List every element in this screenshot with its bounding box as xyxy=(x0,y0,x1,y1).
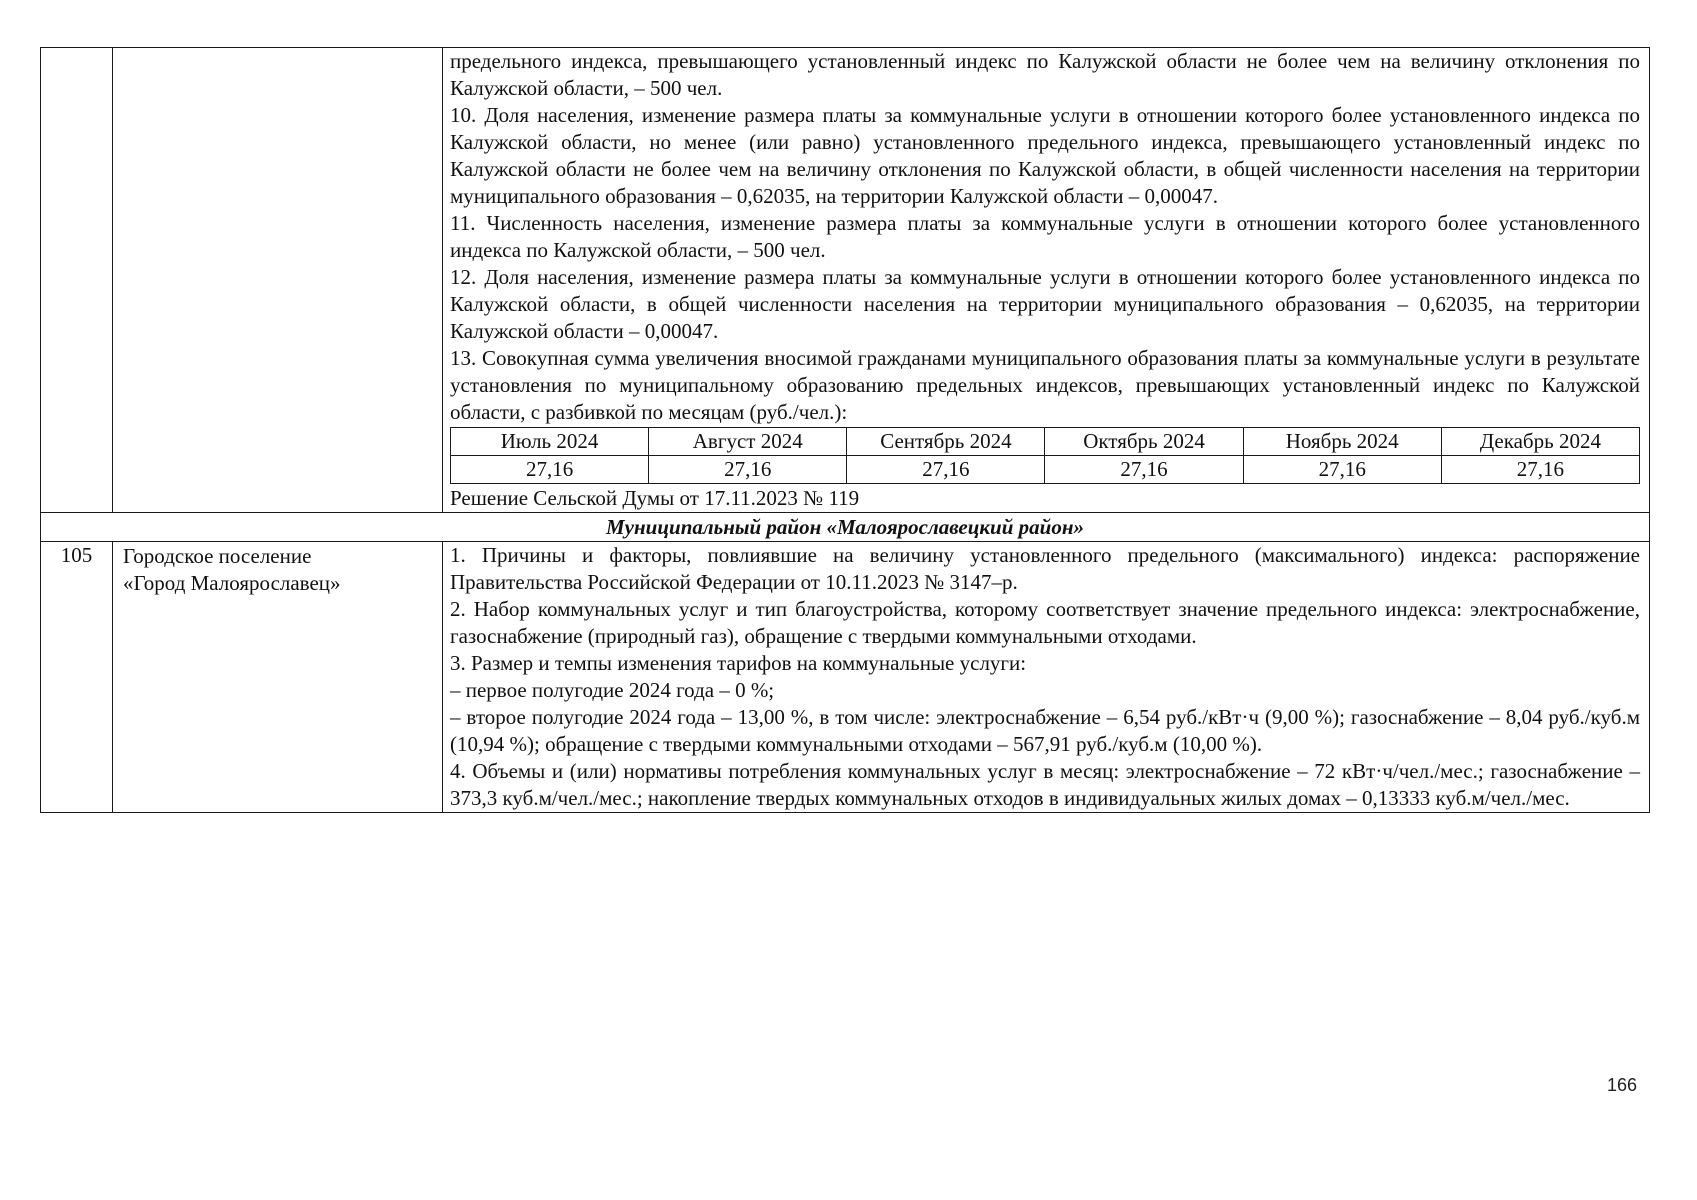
paragraph: 12. Доля населения, изменение размера платы за коммунальные услуги в отношении которого более установленного индекса по Калужской области, в общей численности населения на территории муниципального образования – 0,62035, на территории Калужской области – 0,00047. xyxy=(450,265,1640,343)
paragraph: 13. Совокупная сумма увеличения вносимой гражданами муниципального образования платы за коммунальные услуги в результате установления по муниципальному образованию предельных индексов, превышающих установленный индекс по Калужской области, с разбивкой по месяцам (руб./чел.): xyxy=(450,346,1640,424)
month-value: 27,16 xyxy=(847,456,1045,484)
paragraph: – первое полугодие 2024 года – 0 %; xyxy=(450,678,775,702)
month-label: Июль 2024 xyxy=(451,428,649,456)
text-cell xyxy=(443,542,1650,813)
month-label: Ноябрь 2024 xyxy=(1243,428,1441,456)
month-value-row xyxy=(451,456,1640,484)
table-row-105 xyxy=(41,542,1650,813)
paragraph: предельного индекса, превышающего установленный индекс по Калужской области не более чем на величину отклонения по Калужской области, – 500 чел. xyxy=(450,49,1640,100)
paragraph: 2. Набор коммунальных услуг и тип благоустройства, которому соответствует значение предельного индекса: электроснабжение, газоснабжение (природный газ), обращение с твердыми коммунальными отходами. xyxy=(450,597,1640,648)
decision-text: Решение Сельской Думы от 17.11.2023 № 119 xyxy=(450,486,860,510)
paragraph: – второе полугодие 2024 года – 13,00 %, в том числе: электроснабжение – 6,54 руб./кВт·ч (9,00 %); газоснабжение – 8,04 руб./куб.м (10,94 %); обращение с твердыми коммунальными отходами – 567,91 руб./куб.м (10,00 %). xyxy=(450,705,1640,756)
paragraph: 1. Причины и факторы, повлиявшие на величину установленного предельного (максимального) индекса: распоряжение Правительства Российской Федерации от 10.11.2023 № 3147–р. xyxy=(450,543,1640,594)
month-label: Октябрь 2024 xyxy=(1045,428,1243,456)
month-value: 27,16 xyxy=(649,456,847,484)
section-header-row xyxy=(41,513,1650,542)
month-label: Август 2024 xyxy=(649,428,847,456)
number-cell xyxy=(41,48,113,513)
page-number: 166 xyxy=(1607,1075,1638,1095)
month-value: 27,16 xyxy=(451,456,649,484)
paragraph: 11. Численность населения, изменение размера платы за коммунальные услуги в отношении которого более установленного индекса по Калужской области, – 500 чел. xyxy=(450,211,1640,262)
text-cell xyxy=(443,48,1650,513)
paragraph: 10. Доля населения, изменение размера платы за коммунальные услуги в отношении которого более установленного индекса по Калужской области, но менее (или равно) установленного предельного индекса, превышающего установленный индекс по Калужской области не более чем на величину отклонения по Калужской области, в общей численности населения на территории муниципального образования – 0,62035, на территории Калужской области – 0,00047. xyxy=(450,103,1640,208)
monthly-amount-table xyxy=(450,427,1640,484)
paragraph: 3. Размер и темпы изменения тарифов на коммунальные услуги: xyxy=(450,651,1027,675)
month-value: 27,16 xyxy=(1441,456,1639,484)
month-value: 27,16 xyxy=(1045,456,1243,484)
paragraph: 4. Объемы и (или) нормативы потребления коммунальных услуг в месяц: электроснабжение – 72 кВт·ч/чел./мес.; газоснабжение – 373,3 куб.м/чел./мес.; накопление твердых коммунальных отходов в индивидуальных жилых домах – 0,13333 куб.м/чел./мес. xyxy=(450,759,1640,810)
month-value: 27,16 xyxy=(1243,456,1441,484)
table-row-continuation xyxy=(41,48,1650,513)
month-label: Декабрь 2024 xyxy=(1441,428,1639,456)
municipality-name-line: «Город Малоярославец» xyxy=(123,571,341,595)
municipality-name-line: Городское поселение xyxy=(123,544,312,568)
name-cell xyxy=(113,48,443,513)
municipality-name xyxy=(113,542,443,813)
row-number: 105 xyxy=(41,542,113,813)
index-table xyxy=(40,47,1650,813)
month-header-row xyxy=(451,428,1640,456)
month-label: Сентябрь 2024 xyxy=(847,428,1045,456)
section-header: Муниципальный район «Малоярославецкий район» xyxy=(41,513,1650,542)
